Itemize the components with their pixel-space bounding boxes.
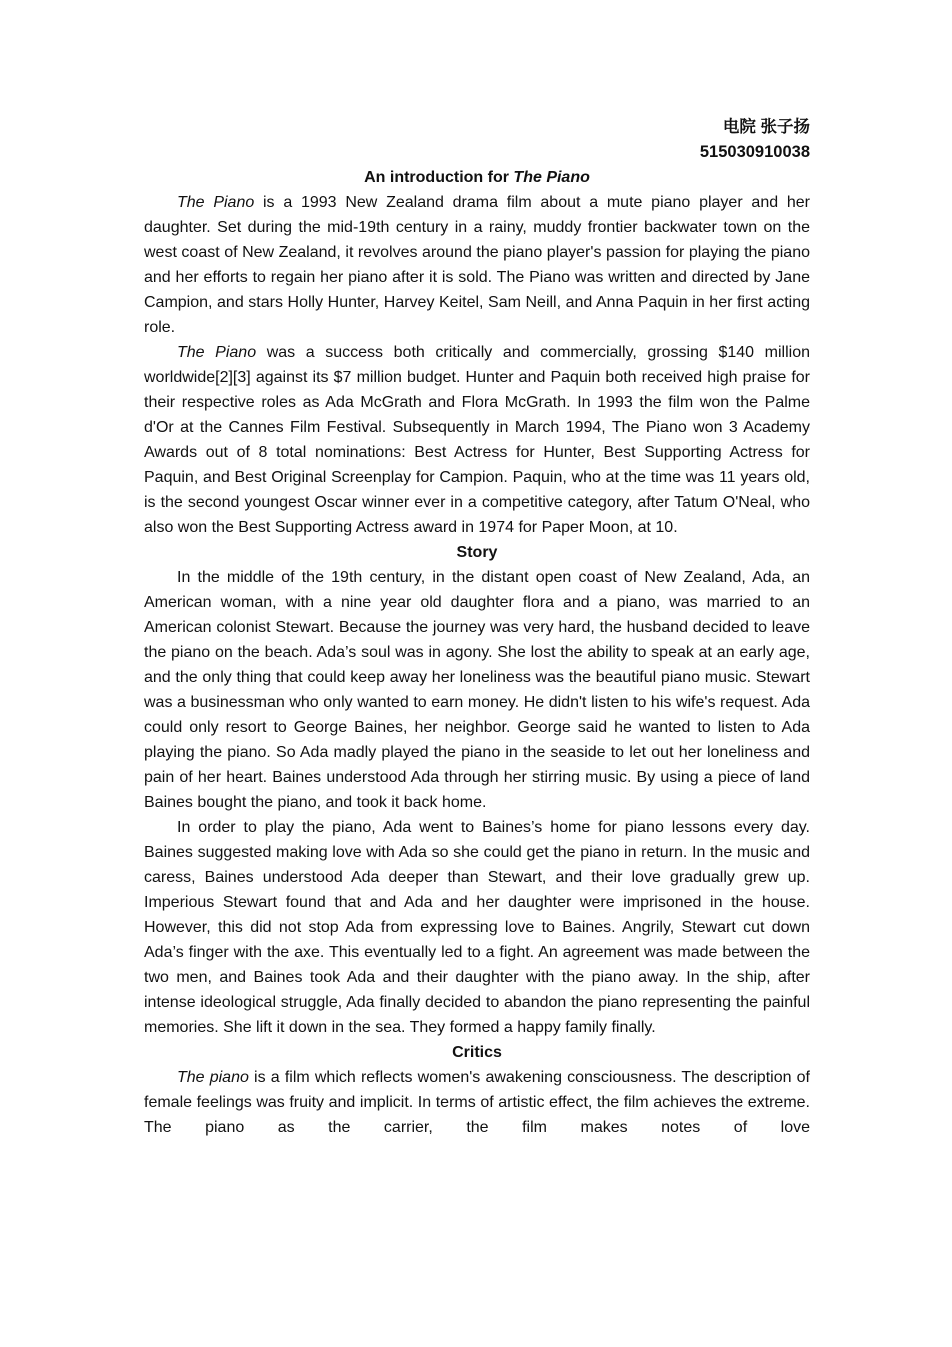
document-title — [144, 165, 810, 190]
author-name: 电院 张子扬 — [722, 118, 810, 136]
document-page — [144, 115, 810, 1140]
story-paragraph-2: In order to play the piano, Ada went to Baines’s home for piano lessons every day. Baines suggested making love with Ada so she could get the piano in return. In the music and caress, Baines understood Ada deeper than Stewart, and their love gradually grew up. Imperious Stewart found that and Ada and her daughter were imprisoned in the house. However, this did not stop Ada from expressing love to Baines. Angrily, Stewart cut down Ada’s finger with the axe. This eventually led to a fight. An agreement was made between the two men, and Baines took Ada and their daughter with the piano away. In the ship, after intense ideological struggle, Ada finally decided to abandon the piano representing the painful memories. She lift it down in the sea. They formed a happy family finally. — [144, 819, 810, 1036]
critics-paragraph-1 — [144, 1065, 810, 1140]
intro-paragraph-1 — [144, 190, 810, 340]
intro-p2-text: was a success both critically and commercially, grossing $140 million worldwide[2][3] against its $7 million budget. Hunter and Paquin both received high praise for their respective roles as Ada McGrath and Flora McGrath. In 1993 the film won the Palme d'Or at the Cannes Film Festival. Subsequently in March 1994, The Piano won 3 Academy Awards out of 8 total nominations: Best Actress for Hunter, Best Supporting Actress for Paquin, and Best Original Screenplay for Campion. Paquin, who at the time was 11 years old, is the second youngest Oscar winner ever in a competitive category, after Tatum O'Neal, who also won the Best Supporting Actress award in 1974 for Paper Moon, at 10. — [144, 344, 810, 536]
story-paragraph-1: In the middle of the 19th century, in the distant open coast of New Zealand, Ada, an American woman, with a nine year old daughter flora and a piano, was married to an American colonist Stewart. Because the journey was very hard, the husband decided to leave the piano on the beach. Ada’s soul was in agony. She lost the ability to speak at an early age, and the only thing that could keep away her loneliness was the beautiful piano music. Stewart was a businessman who only wanted to earn money. He didn't listen to his wife's request. Ada could only resort to George Baines, her neighbor. George said he wanted to listen to Ada playing the piano. So Ada madly played the piano in the seaside to let out her loneliness and pain of her heart. Baines understood Ada through her stirring music. By using a piece of land Baines bought the piano, and took it back home. — [144, 569, 810, 811]
intro-paragraph-2 — [144, 340, 810, 540]
critics-heading: Critics — [452, 1044, 502, 1061]
title-italic: The Piano — [513, 169, 590, 186]
critics-p1-film-title: The piano — [177, 1069, 249, 1086]
intro-p1-text: is a 1993 New Zealand drama film about a mute piano player and her daughter. Set during the mid-19th century in a rainy, muddy frontier backwater town on the west coast of New Zealand, it revolves around the piano player's passion for playing the piano and her efforts to regain her piano after it is sold. The Piano was written and directed by Jane Campion, and stars Holly Hunter, Harvey Keitel, Sam Neill, and Anna Paquin in her first acting role. — [144, 194, 810, 336]
critics-p1-text: is a film which reflects women's awakening consciousness. The description of female feelings was fruity and implicit. In terms of artistic effect, the film achieves the extreme. The piano as the carrier, the film makes notes of love — [144, 1069, 811, 1136]
intro-p2-film-title: The Piano — [177, 344, 257, 361]
intro-p1-film-title: The Piano — [177, 194, 255, 211]
title-prefix: An introduction for — [364, 169, 514, 186]
story-heading: Story — [456, 544, 498, 561]
student-id: 515030910038 — [699, 143, 810, 161]
